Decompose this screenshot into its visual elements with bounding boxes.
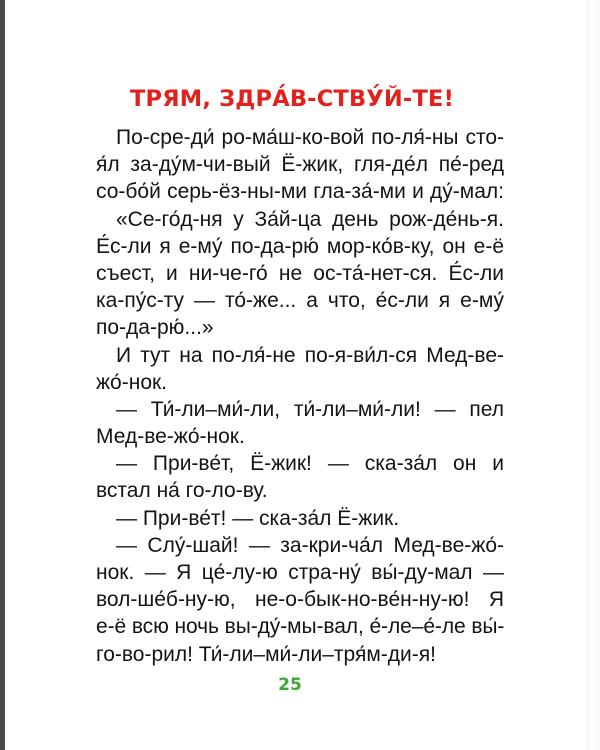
text-line: ка-пу́с-ту — то́-же... а что, е́с-ли я е-му́: [96, 289, 504, 313]
text-line: — Ти́-ли–ми́-ли, ти́-ли–ми́-ли! — пел: [116, 397, 504, 421]
text-line: встал на́ го-ло-ву.: [96, 479, 268, 503]
text-line: По-сре-ди́ ро-ма́ш-ко-вой по-ля́-ны сто-: [116, 126, 504, 149]
text-line: — Слу́-шай! — за-кри-ча́л Мед-ве-жо́-: [116, 533, 504, 557]
page-left-border: [0, 0, 5, 750]
page-right-gutter: [586, 0, 600, 750]
text-line: Мед-ве-жо́-нок.: [96, 425, 245, 449]
page-number: 25: [278, 675, 302, 695]
text-line: го-во-рил! Ти́-ли–ми́-ли–тря́м-ди-я!: [96, 642, 436, 666]
text-line: со-бо́й серь-ёз-ны-ми гла-за́-ми и ду́-мал:: [96, 180, 504, 204]
text-line: — При-ве́т! — ска-за́л Ё-жик.: [116, 506, 400, 530]
story-text: [96, 124, 504, 668]
text-line: по-да-рю́...»: [96, 316, 214, 340]
text-line: нок. — Я це́-лу-ю стра-ну́ вы́-ду-мал —: [96, 561, 504, 584]
text-line: я́л за-ду́м-чи-вый Ё-жик, гля-де́л пе́-ред: [96, 153, 504, 177]
text-line: жо́-нок.: [96, 370, 168, 394]
text-line: И тут на по-ля́-не по-я-ви́л-ся Мед-ве-: [116, 343, 504, 367]
text-line: Е́с-ли я е-му́ по-да-рю́ мор-ко́в-ку, он е-ё: [96, 234, 504, 258]
text-line: съест, и ни-че-го́ не ос-та́-нет-ся. Е́с-ли: [96, 261, 504, 285]
chapter-title: ТРЯМ, ЗДРА́В-СТВУ́Й-ТЕ!: [129, 86, 455, 112]
text-line: — При-ве́т, Ё-жик! — ска-за́л он и: [116, 452, 504, 476]
text-line: вол-ше́б-ну-ю, не-о-бык-но-ве́н-ну-ю! Я: [96, 588, 504, 612]
text-line: «Се-го́д-ня у За́й-ца день рож-де́нь-я.: [116, 207, 504, 231]
text-line: е-ё всю ночь вы-ду́-мы-вал, е́-ле–е́-ле вы́-: [96, 615, 505, 639]
